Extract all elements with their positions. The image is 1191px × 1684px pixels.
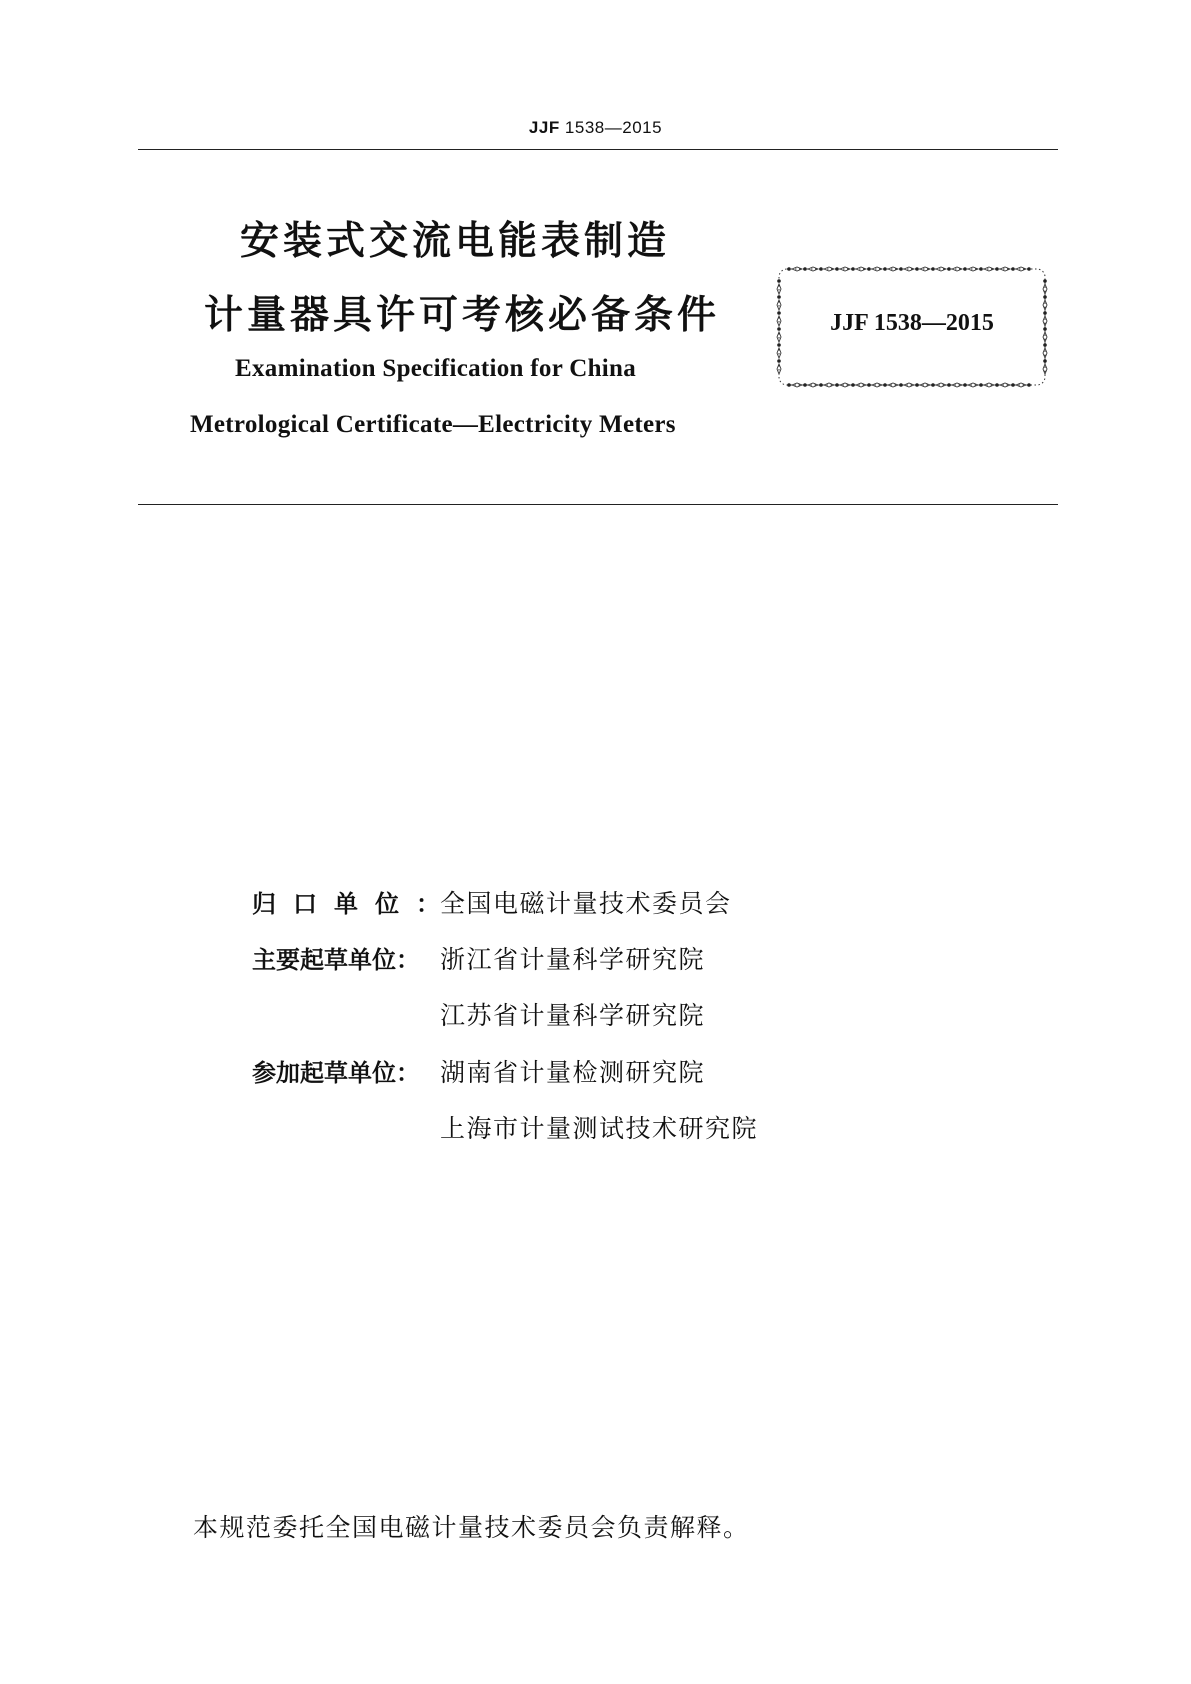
border-dot (1043, 295, 1047, 299)
border-dot (835, 267, 839, 271)
border-diamond (808, 383, 818, 387)
border-diamond (1016, 383, 1026, 387)
border-diamond (1043, 300, 1047, 310)
org-participating-colon: ： (396, 1059, 420, 1087)
border-dot (777, 295, 781, 299)
org-responsible-colon: ： (416, 890, 440, 918)
org-main-drafter-label (252, 944, 440, 976)
border-diamond (1000, 383, 1010, 387)
title-en-line2: Metrological Certificate—Electricity Meters (190, 411, 676, 438)
org-main-drafter-row (252, 944, 705, 976)
border-dot (1043, 343, 1047, 347)
code-box-text: JJF 1538—2015 (830, 310, 994, 336)
border-dot (979, 383, 983, 387)
border-dot (867, 267, 871, 271)
border-dot (915, 383, 919, 387)
org-participating-label (252, 1057, 440, 1089)
border-dot (915, 267, 919, 271)
org-participating-label-text: 参加起草单位 (252, 1059, 396, 1087)
org-main-drafter-label-text: 主要起草单位 (252, 946, 396, 974)
running-header-number: 1538—2015 (559, 118, 663, 137)
border-dot (1011, 267, 1015, 271)
border-dot (995, 383, 999, 387)
org-responsible-label (252, 888, 440, 920)
border-dot (963, 383, 967, 387)
border-diamond (1043, 284, 1047, 294)
org-main-drafter-colon: ： (396, 946, 420, 974)
org-main-drafter-value-2: 江苏省计量科学研究院 (440, 1001, 706, 1030)
border-dot (777, 359, 781, 363)
interpretation-note: 本规范委托全国电磁计量技术委员会负责解释。 (193, 1513, 750, 1542)
code-box (776, 266, 1048, 388)
border-dot (947, 383, 951, 387)
border-diamond (1043, 348, 1047, 358)
border-dot (931, 267, 935, 271)
border-dot (899, 383, 903, 387)
border-dot (947, 267, 951, 271)
border-dot (899, 267, 903, 271)
border-dot (979, 267, 983, 271)
border-dot (835, 383, 839, 387)
border-dot (883, 267, 887, 271)
border-dot (819, 267, 823, 271)
org-participating-value-1: 湖南省计量检测研究院 (440, 1058, 706, 1087)
running-header-prefix: JJF (528, 118, 560, 137)
border-diamond (984, 383, 994, 387)
border-diamond (840, 383, 850, 387)
border-dot (1043, 359, 1047, 363)
org-participating-row (252, 1057, 705, 1089)
border-diamond (904, 383, 914, 387)
border-dot (787, 383, 791, 387)
border-diamond (952, 383, 962, 387)
border-dot (1011, 383, 1015, 387)
border-dot (1027, 267, 1031, 271)
org-responsible-value: 全国电磁计量技术委员会 (440, 889, 732, 918)
border-dot (777, 343, 781, 347)
border-dot (1043, 279, 1047, 283)
border-dot (867, 383, 871, 387)
border-diamond (936, 383, 946, 387)
border-diamond (1043, 364, 1047, 374)
border-dot (995, 267, 999, 271)
border-diamond (920, 383, 930, 387)
border-dot (803, 267, 807, 271)
border-dot (883, 383, 887, 387)
border-dot (851, 267, 855, 271)
border-dot (803, 383, 807, 387)
border-diamond (824, 383, 834, 387)
border-diamond (968, 383, 978, 387)
border-diamond (856, 383, 866, 387)
border-dot (819, 383, 823, 387)
org-responsible-row (252, 888, 732, 920)
org-responsible-label-text: 归口单位 (252, 890, 416, 918)
border-dot (851, 383, 855, 387)
border-diamond (888, 383, 898, 387)
org-main-drafter-value-1: 浙江省计量科学研究院 (440, 945, 706, 974)
org-participating-row-2 (252, 1113, 758, 1145)
border-diamond (872, 383, 882, 387)
title-zh-line1: 安装式交流电能表制造 (240, 219, 671, 264)
border-dot (1027, 383, 1031, 387)
org-participating-value-2: 上海市计量测试技术研究院 (440, 1114, 759, 1143)
org-main-drafter-row-2 (252, 1000, 705, 1032)
header-divider (138, 149, 1058, 150)
title-en-line1: Examination Specification for China (235, 355, 637, 382)
border-diamond (792, 383, 802, 387)
title-zh-line2: 计量器具许可考核必备条件 (204, 293, 721, 338)
running-header (0, 118, 1191, 138)
border-dot (787, 267, 791, 271)
border-dot (777, 279, 781, 283)
title-divider (138, 504, 1058, 505)
border-dot (931, 383, 935, 387)
border-dot (963, 267, 967, 271)
